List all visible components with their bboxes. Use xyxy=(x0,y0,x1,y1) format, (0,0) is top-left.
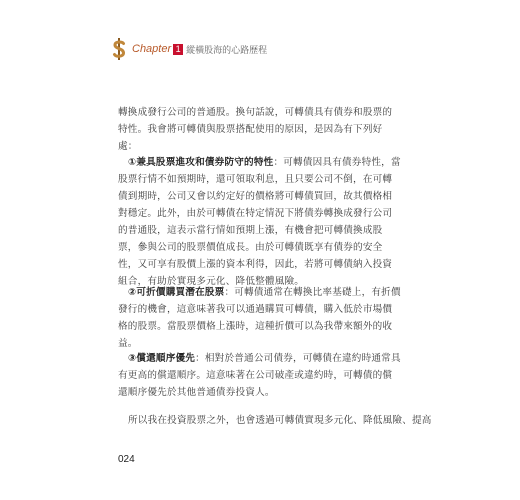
closing-text: 所以我在投資股票之外，也會透過可轉債實現多元化、降低風險、提高 xyxy=(128,415,432,426)
page-number: 024 xyxy=(118,454,135,465)
chapter-label: Chapter xyxy=(132,43,172,55)
benefit-2 xyxy=(118,284,402,352)
benefit-3 xyxy=(118,350,402,401)
dollar-sign-icon xyxy=(112,38,126,60)
chapter-title: 縱橫股海的心路歷程 xyxy=(186,45,268,56)
benefit-2-paragraph xyxy=(118,284,402,352)
benefit-1-body: ：可轉債因具有債券特性，當股票行情不如預期時，還可領取利息，且只要公司不倒，在可轉債到期時，公司又會以約定好的價格將可轉債買回，故其價格相對穩定。此外，由於可轉債在特定情況下將債券轉換成發行公司的普通股，這表示當行情如預期上漲，有機會把可轉債換成股票，參與公司的股票價值成長。由於可轉債既享有債券的安全性，又可享有股價上漲的資本利得，因此，若將可轉債納入投資組合，有助於實現多元化、降低整體風險。 xyxy=(118,157,401,287)
chapter-header xyxy=(112,38,267,60)
chapter-number: 1 xyxy=(173,44,183,55)
benefit-3-heading: ③償還順序優先 xyxy=(128,353,196,364)
benefit-2-body: ：可轉債通常在轉換比率基礎上，有折價發行的機會，這意味著我可以通過購買可轉債，購入低於市場價格的股票。當股票價格上漲時，這種折價可以為我帶來額外的收益。 xyxy=(118,287,401,349)
benefit-3-body: ：相對於普通公司債券，可轉債在違約時通常具有更高的償還順序。這意味著在公司破產或違約時，可轉債的償還順序優先於其他普通債券投資人。 xyxy=(118,353,401,398)
benefit-3-paragraph xyxy=(118,350,402,401)
benefit-1 xyxy=(118,154,402,290)
benefit-1-paragraph xyxy=(118,154,402,290)
benefit-1-heading: ①兼具股票進攻和債券防守的特性 xyxy=(128,157,274,168)
intro-paragraph xyxy=(118,104,402,155)
intro-text: 轉換成發行公司的普通股。換句話說，可轉債具有債券和股票的特性。我會將可轉債與股票搭配使用的原因，是因為有下列好處： xyxy=(118,107,393,152)
benefit-2-heading: ②可折價購買潛在股票 xyxy=(128,287,225,298)
closing-paragraph xyxy=(118,412,432,429)
